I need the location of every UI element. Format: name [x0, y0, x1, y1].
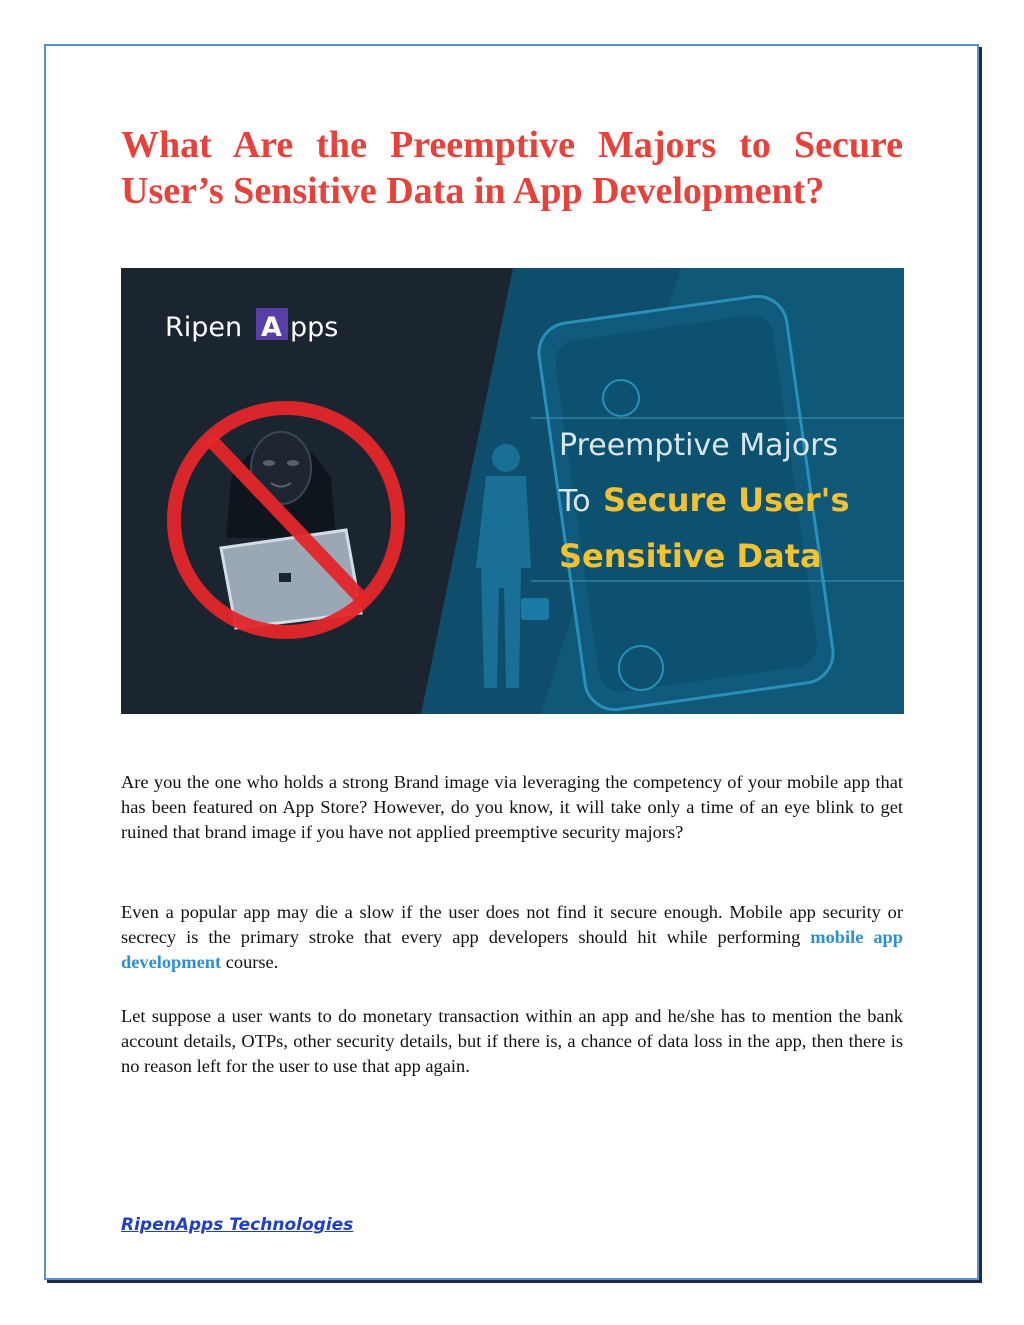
hero-headline-line1: Preemptive Majors [559, 428, 839, 463]
page-title: What Are the Preemptive Majors to Secure User’s Sensitive Data in App Development? [121, 124, 903, 212]
intro-paragraph: Are you the one who holds a strong Brand image via leveraging the competency of your mobile app that has been featured on App Store? However, do you know, it will take only a time of an eye blink to get ruined that brand image if you have not applied preemptive security majors? [121, 772, 903, 842]
security-paragraph [121, 900, 903, 975]
hero-image [121, 268, 904, 714]
hero-headline-highlight: Secure User's [603, 481, 850, 519]
security-paragraph-tail: course. [221, 952, 279, 972]
logo-text-left: Ripen [165, 312, 243, 343]
transaction-paragraph: Let suppose a user wants to do monetary transaction within an app and he/she has to mention the bank account details, OTPs, other security details, but if there is, a chance of data loss in the app, then there is no reason left for the user to use that app again. [121, 1006, 903, 1076]
hero-headline-line3: Sensitive Data [559, 537, 822, 575]
hero-headline-prefix: To [559, 484, 591, 519]
security-paragraph-text: Even a popular app may die a slow if the user does not find it secure enough. Mobile app security or secrecy is the primary stroke that every app developers should hit while performing [121, 902, 903, 947]
footer-company-name: RipenApps Technologies [121, 1215, 354, 1235]
mobile-app-development-link[interactable]: mobile app development [121, 927, 903, 972]
logo-letter: A [261, 312, 282, 343]
logo-text-right: pps [290, 312, 339, 343]
